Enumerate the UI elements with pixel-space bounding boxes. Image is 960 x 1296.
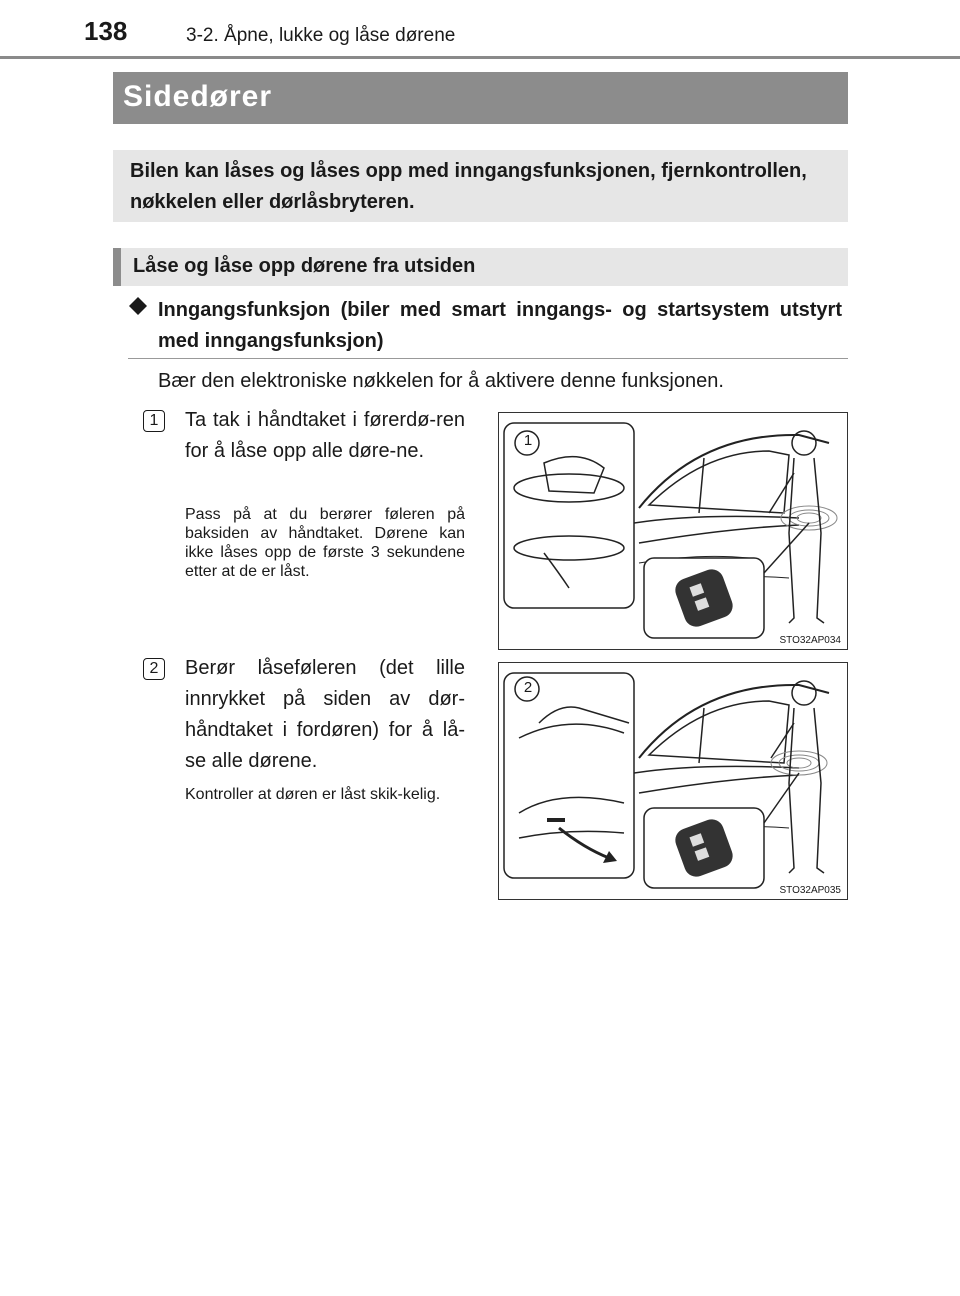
section-title: 3-2. Åpne, lukke og låse dørene — [186, 25, 456, 46]
illustration-code: STO32AP035 — [779, 885, 841, 896]
step-text: Berør låseføleren (det lille innrykket på siden av dør-håndtaket i fordøren) for å lå-se alle dørene. — [185, 657, 465, 772]
intro-text: Bilen kan låses og låses opp med inngangsfunksjonen, fjernkontrollen, nøkkelen eller dørlåsbryteren. — [130, 160, 807, 213]
subsection-bar — [113, 248, 848, 286]
page-title-bar — [113, 72, 848, 124]
car-door-lock-illustration — [499, 663, 847, 899]
step-note: Kontroller at døren er låst skik-kelig. — [185, 786, 441, 803]
subsection-title: Låse og låse opp dørene fra utsiden — [133, 255, 476, 277]
step-number: 1 — [143, 410, 165, 432]
header-divider — [0, 56, 960, 59]
feature-divider — [128, 358, 848, 359]
step-note: Pass på at du berører føleren på baksiden av håndtaket. Dørene kan ikke låses opp de første 3 sekundene etter at de er låst. — [185, 506, 465, 580]
intro-box — [113, 150, 848, 222]
step-number: 2 — [143, 658, 165, 680]
diamond-bullet-icon — [129, 297, 147, 315]
inset-step-label: 1 — [523, 432, 533, 449]
page-number: 138 — [84, 16, 128, 46]
feature-heading: Inngangsfunksjon (biler med smart inngangs- og startsystem utstyrt med inngangsfunksjon) — [158, 299, 842, 352]
page-title: Sidedører — [123, 80, 273, 113]
car-door-unlock-illustration — [499, 413, 847, 649]
illustration-unlock — [498, 412, 848, 650]
step-text: Ta tak i håndtaket i førerdø-ren for å låse opp alle døre-ne. — [185, 409, 465, 462]
illustration-lock — [498, 662, 848, 900]
illustration-code: STO32AP034 — [779, 635, 841, 646]
feature-intro: Bær den elektroniske nøkkelen for å aktivere denne funksjonen. — [158, 370, 724, 392]
inset-step-label: 2 — [523, 679, 533, 696]
